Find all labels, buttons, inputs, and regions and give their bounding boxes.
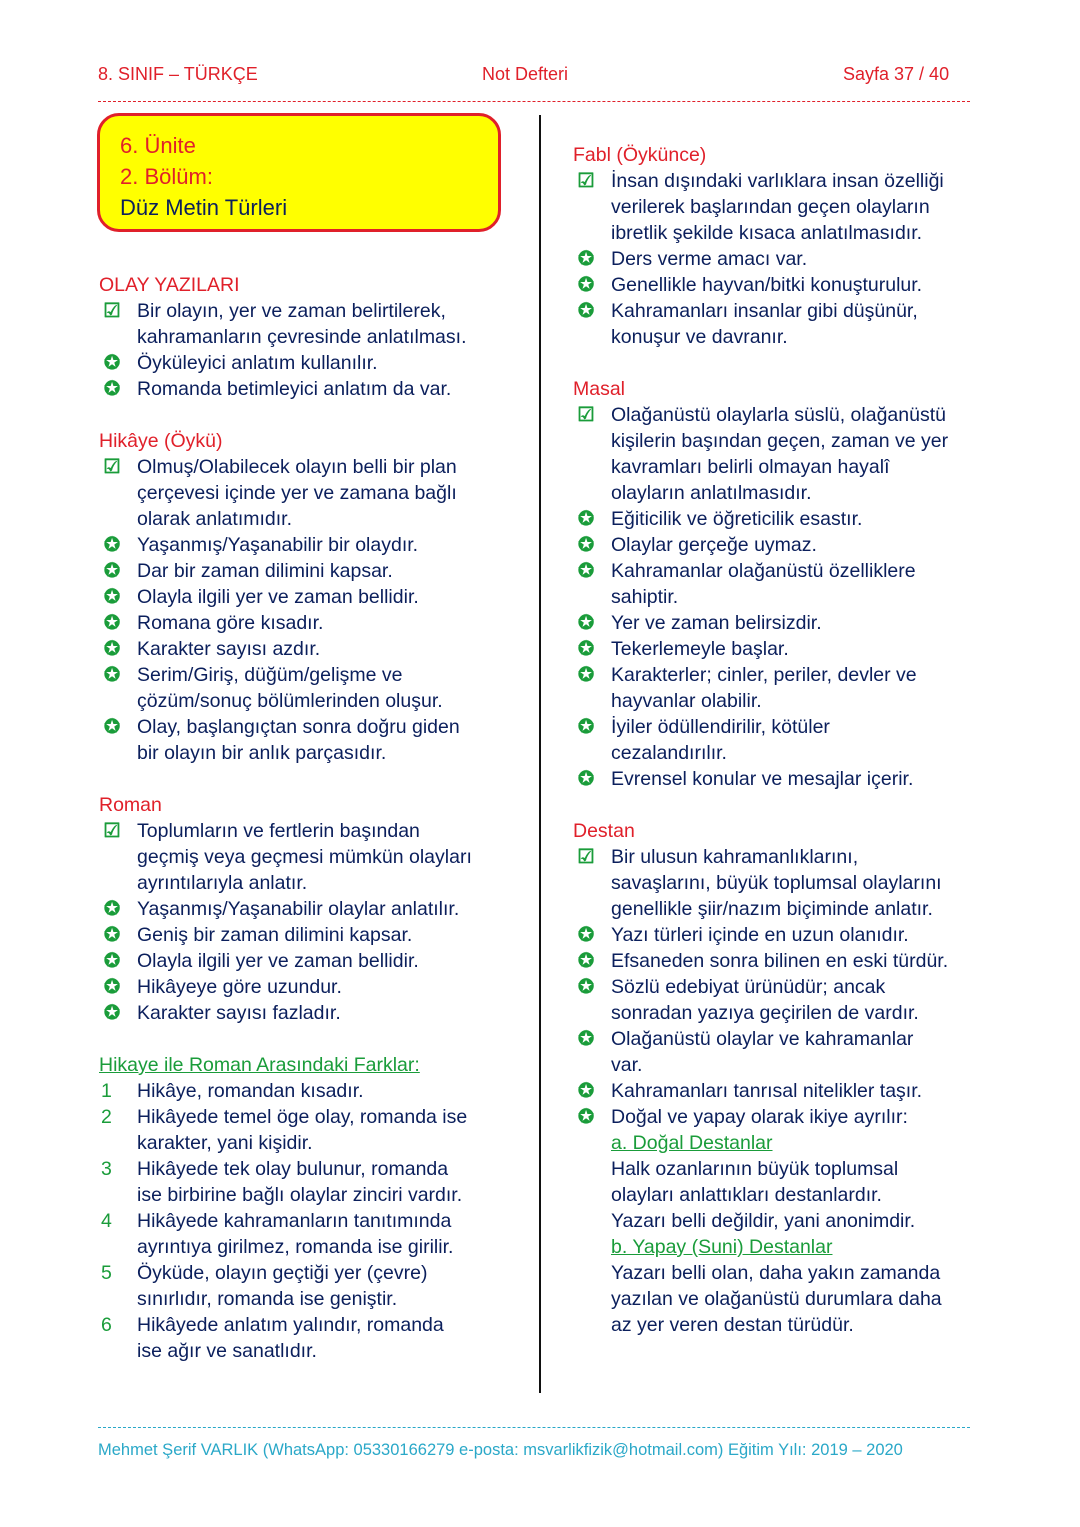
list-item-text: Kahramanları tanrısal nitelikler taşır.: [611, 1080, 923, 1102]
right-column: [573, 142, 948, 1338]
header-title: Not Defteri: [482, 64, 569, 84]
list-item-line: [573, 168, 948, 194]
list-item-line: [573, 194, 948, 220]
star-circle-icon: ✪: [103, 898, 121, 920]
list-item-line: [573, 532, 948, 558]
star-circle-icon: ✪: [577, 664, 595, 686]
star-circle-icon: ✪: [103, 638, 121, 660]
list-item-text: Hikâyede anlatım yalındır, romanda: [137, 1314, 444, 1336]
star-circle-icon: ✪: [577, 638, 595, 660]
section-heading: Masal: [573, 378, 626, 400]
list-item-line: [573, 870, 948, 896]
list-item-text: Olağanüstü olaylarla süslü, olağanüstü: [611, 404, 946, 426]
list-item-line: [99, 714, 472, 740]
list-item-text: Hikâye, romandan kısadır.: [137, 1080, 364, 1102]
list-item-line: [99, 1156, 472, 1182]
list-item-line: [99, 1104, 472, 1130]
list-item-text: savaşlarını, büyük toplumsal olaylarını: [611, 872, 942, 894]
star-circle-icon: ✪: [103, 378, 121, 400]
list-item-text: Olaylar gerçeğe uymaz.: [611, 534, 817, 556]
list-item-line: [99, 1312, 472, 1338]
section-heading: Hikâye (Öykü): [99, 430, 223, 452]
list-item-line: [99, 1234, 472, 1260]
list-item-line: [573, 1260, 948, 1286]
unit-title: 6. Ünite: [120, 133, 196, 158]
list-item-text: Bir ulusun kahramanlıklarını,: [611, 846, 859, 868]
star-circle-icon: ✪: [103, 664, 121, 686]
list-item-line: [573, 714, 948, 740]
list-item-line: [99, 1130, 472, 1156]
checkbox-checked-icon: ☑: [103, 820, 121, 842]
list-item-line: [573, 1182, 948, 1208]
list-item-text: b. Yapay (Suni) Destanlar: [611, 1236, 833, 1258]
star-circle-icon: ✪: [577, 300, 595, 322]
list-item-text: Olay, başlangıçtan sonra doğru giden: [137, 716, 460, 738]
list-item-text: Karakter sayısı azdır.: [137, 638, 321, 660]
list-item-text: az yer veren destan türüdür.: [611, 1314, 854, 1336]
list-item-line: [99, 1182, 472, 1208]
list-item-line: [573, 584, 948, 610]
list-item-line: [99, 610, 472, 636]
list-number: 1: [101, 1080, 112, 1102]
star-circle-icon: ✪: [577, 976, 595, 998]
list-item-line: [573, 454, 948, 480]
list-item-line: [573, 298, 948, 324]
list-item-line: [573, 1026, 948, 1052]
list-item-text: Dar bir zaman dilimini kapsar.: [137, 560, 393, 582]
list-item-line: [573, 480, 948, 506]
list-item-text: kavramları belirli olmayan hayalî: [611, 456, 890, 478]
list-item-line: [99, 1338, 472, 1364]
list-item-line: [573, 1234, 948, 1260]
list-number: 6: [101, 1314, 112, 1336]
star-circle-icon: ✪: [577, 716, 595, 738]
header-subject: 8. SINIF – TÜRKÇE: [98, 64, 258, 84]
list-item-text: Doğal ve yapay olarak ikiye ayrılır:: [611, 1106, 908, 1128]
list-item-text: yazılan ve olağanüstü durumlara daha: [611, 1288, 942, 1310]
list-item-line: [573, 766, 948, 792]
list-item-text: ayrıntılarıyla anlatır.: [137, 872, 308, 894]
list-item-text: sınırlıdır, romanda ise geniştir.: [137, 1288, 398, 1310]
list-item-line: [99, 454, 472, 480]
list-item-line: [573, 1130, 948, 1156]
list-number: 4: [101, 1210, 112, 1232]
footer-divider: [98, 1427, 970, 1428]
list-item-line: [99, 532, 472, 558]
list-item-line: [99, 1208, 472, 1234]
section-heading: Fabl (Öykünce): [573, 144, 707, 166]
column-divider: [539, 115, 541, 1393]
section-spacer: [573, 792, 948, 818]
list-item-text: var.: [611, 1054, 643, 1076]
list-item-text: Kahramanlar olağanüstü özelliklere: [611, 560, 916, 582]
star-circle-icon: ✪: [103, 716, 121, 738]
list-item-text: Olayla ilgili yer ve zaman bellidir.: [137, 586, 419, 608]
list-item-text: çerçevesi içinde yer ve zamana bağlı: [137, 482, 457, 504]
list-item-line: [573, 1208, 948, 1234]
star-circle-icon: ✪: [577, 950, 595, 972]
list-item-text: genellikle şiir/nazım biçiminde anlatır.: [611, 898, 933, 920]
list-item-line: [573, 220, 948, 246]
section-spacer: [573, 350, 948, 376]
section-spacer: [99, 402, 472, 428]
list-item-line: [573, 1078, 948, 1104]
list-number: 5: [101, 1262, 112, 1284]
checkbox-checked-icon: ☑: [577, 170, 595, 192]
list-item-text: Serim/Giriş, düğüm/gelişme ve: [137, 664, 403, 686]
list-item-line: [573, 246, 948, 272]
star-circle-icon: ✪: [577, 560, 595, 582]
list-item-line: [573, 272, 948, 298]
list-item-line: [99, 636, 472, 662]
star-circle-icon: ✪: [103, 1002, 121, 1024]
list-item-text: Hikâyede temel öge olay, romanda ise: [137, 1106, 468, 1128]
list-item-text: Sözlü edebiyat ürünüdür; ancak: [611, 976, 886, 998]
list-item-line: [99, 688, 472, 714]
star-circle-icon: ✪: [103, 560, 121, 582]
list-item-text: Olayla ilgili yer ve zaman bellidir.: [137, 950, 419, 972]
list-item-line: [99, 818, 472, 844]
list-item-text: geçmiş veya geçmesi mümkün olayları: [137, 846, 472, 868]
list-item-text: Ders verme amacı var.: [611, 248, 808, 270]
header-divider: [98, 101, 970, 102]
list-item-text: Olağanüstü olaylar ve kahramanlar: [611, 1028, 914, 1050]
list-item-line: [99, 844, 472, 870]
list-item-text: Hikâyeye göre uzundur.: [137, 976, 342, 998]
section-heading: Hikaye ile Roman Arasındaki Farklar:: [99, 1054, 420, 1076]
list-item-text: Olmuş/Olabilecek olayın belli bir plan: [137, 456, 457, 478]
list-item-text: hayvanlar olabilir.: [611, 690, 762, 712]
list-item-line: [573, 506, 948, 532]
topic-title: Düz Metin Türleri: [120, 195, 288, 220]
list-item-text: Hikâyede kahramanların tanıtımında: [137, 1210, 452, 1232]
list-item-text: Yer ve zaman belirsizdir.: [611, 612, 822, 634]
list-item-line: [573, 662, 948, 688]
list-item-line: [573, 844, 948, 870]
list-item-text: olayları anlattıkları destanlardır.: [611, 1184, 882, 1206]
star-circle-icon: ✪: [577, 1080, 595, 1102]
list-number: 2: [101, 1106, 112, 1128]
list-item-text: Öyküleyici anlatım kullanılır.: [137, 352, 378, 374]
list-item-line: [99, 870, 472, 896]
list-item-text: olarak anlatımıdır.: [137, 508, 292, 530]
list-item-text: çözüm/sonuç bölümlerinden oluşur.: [137, 690, 443, 712]
list-item-text: Genellikle hayvan/bitki konuşturulur.: [611, 274, 923, 296]
section-spacer: [99, 766, 472, 792]
list-item-line: [573, 948, 948, 974]
star-circle-icon: ✪: [103, 950, 121, 972]
list-item-text: sonradan yazıya geçirilen de vardır.: [611, 1002, 919, 1024]
list-item-text: Efsaneden sonra bilinen en eski türdür.: [611, 950, 949, 972]
section-heading: Roman: [99, 794, 162, 816]
list-item-text: ise ağır ve sanatlıdır.: [137, 1340, 317, 1362]
checkbox-checked-icon: ☑: [577, 404, 595, 426]
list-item-text: konuşur ve davranır.: [611, 326, 788, 348]
list-item-text: bir olayın bir anlık parçasıdır.: [137, 742, 387, 764]
list-item-line: [573, 1312, 948, 1338]
checkbox-checked-icon: ☑: [577, 846, 595, 868]
star-circle-icon: ✪: [103, 924, 121, 946]
section-heading: OLAY YAZILARI: [99, 274, 240, 296]
star-circle-icon: ✪: [577, 768, 595, 790]
list-item-text: kişilerin başından geçen, zaman ve yer: [611, 430, 949, 452]
list-item-text: Yazarı belli olan, daha yakın zamanda: [611, 1262, 941, 1284]
list-item-line: [573, 610, 948, 636]
list-item-line: [573, 688, 948, 714]
list-item-line: [573, 558, 948, 584]
title-box: [97, 113, 501, 232]
list-item-text: Tekerlemeyle başlar.: [611, 638, 789, 660]
list-item-text: Öyküde, olayın geçtiği yer (çevre): [137, 1262, 428, 1284]
list-item-line: [99, 740, 472, 766]
list-item-line: [99, 480, 472, 506]
list-item-text: Yazı türleri içinde en uzun olanıdır.: [611, 924, 909, 946]
list-item-line: [573, 1156, 948, 1182]
section-title: 2. Bölüm:: [120, 164, 213, 189]
list-item-line: [99, 948, 472, 974]
list-item-text: Karakterler; cinler, periler, devler ve: [611, 664, 917, 686]
section-spacer: [99, 1026, 472, 1052]
list-item-text: kahramanların çevresinde anlatılması.: [137, 326, 467, 348]
star-circle-icon: ✪: [103, 352, 121, 374]
checkbox-checked-icon: ☑: [103, 456, 121, 478]
list-item-text: karakter, yani kişidir.: [137, 1132, 313, 1154]
star-circle-icon: ✪: [577, 1106, 595, 1128]
list-item-line: [99, 584, 472, 610]
checkbox-checked-icon: ☑: [103, 300, 121, 322]
list-item-line: [99, 662, 472, 688]
list-item-line: [99, 298, 472, 324]
list-item-text: Yaşanmış/Yaşanabilir bir olaydır.: [137, 534, 419, 556]
left-column: [99, 272, 472, 1364]
list-item-line: [573, 402, 948, 428]
list-item-line: [99, 1000, 472, 1026]
star-circle-icon: ✪: [103, 586, 121, 608]
list-item-line: [99, 974, 472, 1000]
list-item-line: [573, 1286, 948, 1312]
star-circle-icon: ✪: [577, 1028, 595, 1050]
list-item-text: cezalandırılır.: [611, 742, 727, 764]
list-item-text: Karakter sayısı fazladır.: [137, 1002, 341, 1024]
list-item-line: [573, 1052, 948, 1078]
star-circle-icon: ✪: [577, 612, 595, 634]
list-item-line: [573, 922, 948, 948]
star-circle-icon: ✪: [103, 612, 121, 634]
list-item-text: olayların anlatılmasıdır.: [611, 482, 812, 504]
list-item-line: [99, 1260, 472, 1286]
star-circle-icon: ✪: [577, 924, 595, 946]
star-circle-icon: ✪: [577, 248, 595, 270]
list-item-line: [99, 922, 472, 948]
list-item-text: Yazarı belli değildir, yani anonimdir.: [611, 1210, 916, 1232]
star-circle-icon: ✪: [103, 534, 121, 556]
list-item-text: Hikâyede tek olay bulunur, romanda: [137, 1158, 449, 1180]
list-item-text: Romana göre kısadır.: [137, 612, 324, 634]
list-item-line: [573, 740, 948, 766]
list-item-line: [99, 896, 472, 922]
list-item-text: ayrıntıya girilmez, romanda ise girilir.: [137, 1236, 454, 1258]
list-item-text: Romanda betimleyici anlatım da var.: [137, 378, 452, 400]
list-item-text: Geniş bir zaman dilimini kapsar.: [137, 924, 413, 946]
list-item-text: Bir olayın, yer ve zaman belirtilerek,: [137, 300, 446, 322]
star-circle-icon: ✪: [103, 976, 121, 998]
list-item-line: [573, 1104, 948, 1130]
star-circle-icon: ✪: [577, 534, 595, 556]
list-item-text: a. Doğal Destanlar: [611, 1132, 773, 1154]
list-item-text: ise birbirine bağlı olaylar zinciri vardır.: [137, 1184, 463, 1206]
list-item-line: [573, 1000, 948, 1026]
list-item-text: ibretlik şekilde kısaca anlatılmasıdır.: [611, 222, 923, 244]
list-item-text: Toplumların ve fertlerin başından: [137, 820, 420, 842]
section-heading: Destan: [573, 820, 635, 842]
list-item-line: [573, 974, 948, 1000]
list-item-text: İnsan dışındaki varlıklara insan özelliği: [611, 170, 944, 192]
list-item-line: [573, 636, 948, 662]
list-item-line: [99, 376, 472, 402]
list-item-text: sahiptir.: [611, 586, 679, 608]
list-item-text: Kahramanları insanlar gibi düşünür,: [611, 300, 918, 322]
list-item-line: [99, 350, 472, 376]
list-item-line: [99, 324, 472, 350]
list-item-text: Yaşanmış/Yaşanabilir olaylar anlatılır.: [137, 898, 460, 920]
list-item-line: [99, 558, 472, 584]
footer-credits: Mehmet Şerif VARLIK (WhatsApp: 05330166279 e-posta: msvarlikfizik@hotmail.com) Eğitim Yılı: 2019 – 2020: [98, 1441, 903, 1459]
star-circle-icon: ✪: [577, 274, 595, 296]
list-item-line: [573, 896, 948, 922]
list-item-line: [573, 428, 948, 454]
list-item-text: verilerek başlarından geçen olayların: [611, 196, 930, 218]
list-number: 3: [101, 1158, 112, 1180]
list-item-text: İyiler ödüllendirilir, kötüler: [611, 716, 830, 738]
list-item-text: Evrensel konular ve mesajlar içerir.: [611, 768, 914, 790]
list-item-line: [99, 506, 472, 532]
list-item-line: [99, 1078, 472, 1104]
star-circle-icon: ✪: [577, 508, 595, 530]
list-item-text: Eğiticilik ve öğreticilik esastır.: [611, 508, 863, 530]
header-page-number: Sayfa 37 / 40: [843, 64, 950, 84]
list-item-line: [573, 324, 948, 350]
list-item-text: Halk ozanlarının büyük toplumsal: [611, 1158, 899, 1180]
list-item-line: [99, 1286, 472, 1312]
